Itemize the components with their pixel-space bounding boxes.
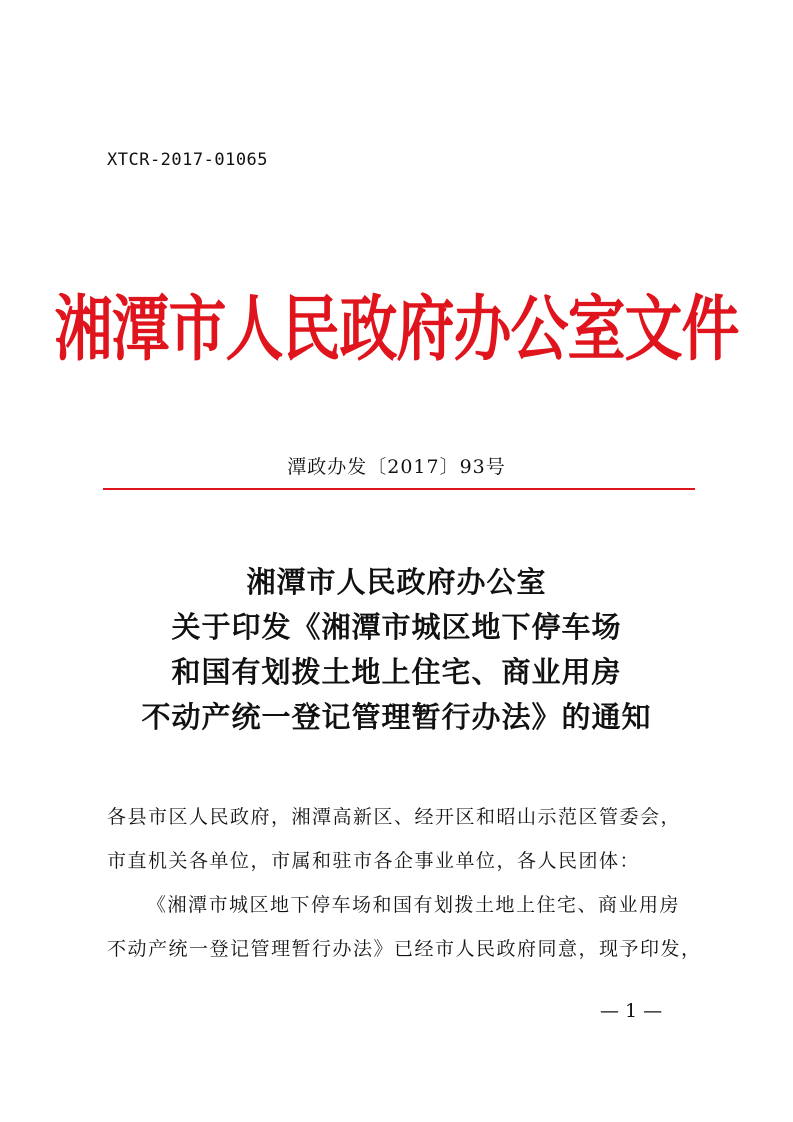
addressee-line: 市直机关各单位，市属和驻市各企事业单位，各人民团体：: [107, 850, 641, 872]
document-code: XTCR-2017-01065: [107, 150, 269, 170]
body-text: [107, 795, 702, 971]
addressee-line: 各县市区人民政府，湘潭高新区、经开区和昭山示范区管委会，: [107, 806, 682, 828]
title-line: 和国有划拨土地上住宅、商业用房: [171, 655, 622, 689]
document-number: 潭政办发〔2017〕93号: [287, 456, 506, 478]
page-number: — 1 —: [600, 1000, 663, 1022]
notice-title: [0, 560, 793, 740]
body-paragraph-line: 《湘潭市城区地下停车场和国有划拨土地上住宅、商业用房: [147, 894, 681, 916]
body-paragraph-line: 不动产统一登记管理暂行办法》已经市人民政府同意，现予印发，: [107, 938, 702, 960]
title-line: 关于印发《湘潭市城区地下停车场: [171, 610, 622, 644]
title-line: 湘潭市人民政府办公室: [246, 565, 547, 599]
masthead-title: 湘潭市人民政府办公室文件: [54, 287, 739, 371]
title-line: 不动产统一登记管理暂行办法》的通知: [141, 700, 652, 734]
red-divider-line: [103, 488, 695, 490]
